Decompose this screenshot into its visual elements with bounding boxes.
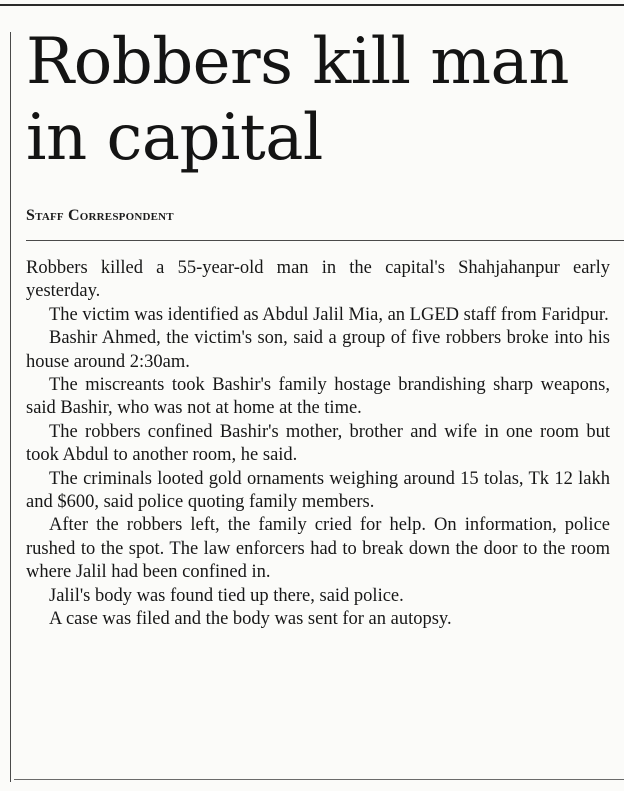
paragraph: The victim was identified as Abdul Jalil Mia, an LGED staff from Faridpur. [49, 304, 609, 325]
paragraph: A case was filed and the body was sent for an autopsy. [49, 609, 452, 630]
byline-rule [26, 240, 624, 241]
paragraph: The miscreants took Bashir's family hostage brandishing sharp weapons, said Bashir, who was not at home at the time. [26, 375, 610, 419]
bottom-rule [14, 779, 624, 780]
paragraph: The robbers confined Bashir's mother, brother and wife in one room but took Abdul to another room, he said. [26, 421, 610, 466]
paragraph: The criminals looted gold ornaments weighing around 15 tolas, Tk 12 lakh and $600, said police quoting family members. [26, 468, 610, 513]
paragraph: Bashir Ahmed, the victim's son, said a group of five robbers broke into his house around 2:30am. [26, 328, 610, 372]
left-column-rule [10, 32, 11, 782]
byline: Staff Correspondent [26, 207, 174, 224]
paragraph: Robbers killed a 55-year-old man in the capital's Shahjahanpur early yesterday. [26, 258, 610, 302]
top-rule [0, 4, 624, 6]
paragraph: Jalil's body was found tied up there, said police. [49, 585, 404, 606]
headline: Robbers kill man in capital [26, 25, 569, 175]
paragraph: After the robbers left, the family cried for help. On information, police rushed to the spot. The law enforcers had to break down the door to the room where Jalil had been confined in. [26, 515, 610, 583]
article-body [26, 257, 610, 632]
